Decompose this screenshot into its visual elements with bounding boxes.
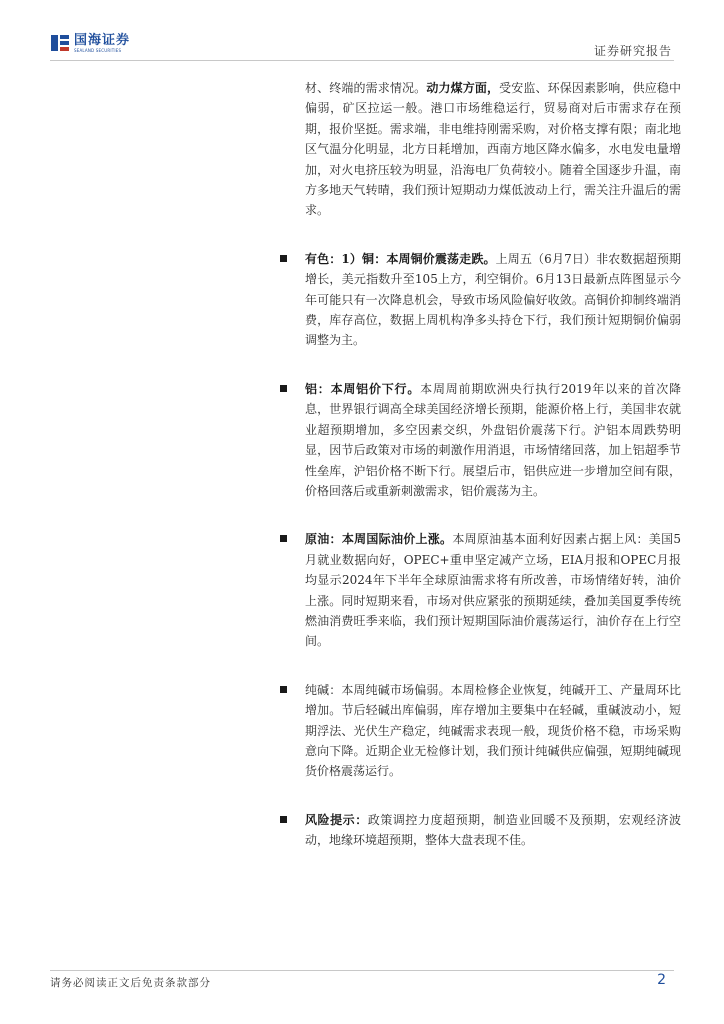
- copper-heading: 有色：1）铜：本周铜价震荡走跌。: [305, 251, 496, 266]
- risk-heading: 风险提示：: [305, 812, 368, 827]
- report-type-label: 证券研究报告: [593, 44, 672, 58]
- coal-body-text: 受安监、环保因素影响，供应稳中偏弱，矿区拉运一般。港口市场维稳运行，贸易商对后市需求存在预期，报价坚挺。需求端，非电维持刚需采购，对价格支撑有限；南北地区气温分化明显，北方日耗增加，西南方地区降水偏多，水电发电量增加，对火电挤压较为明显，沿海电厂负荷较小。随着全国逐步升温，南方多地天气转晴，我们预计短期动力煤低波动上行，需关注升温后的需求。: [305, 81, 681, 218]
- logo-mark-icon: [50, 33, 70, 53]
- square-bullet-icon: [280, 535, 287, 542]
- square-bullet-icon: [280, 686, 287, 693]
- aluminum-heading: 铝：本周铝价下行。: [305, 381, 421, 396]
- crude-oil-heading: 原油：本周国际油价上涨。: [305, 532, 453, 547]
- copper-paragraph: [305, 249, 681, 351]
- page-number: 2: [657, 972, 666, 988]
- soda-ash-paragraph: [305, 680, 681, 782]
- soda-ash-body-text: 纯碱：本周纯碱市场偏弱。本周检修企业恢复，纯碱开工、产量周环比增加。节后轻碱出库偏弱，库存增加主要集中在轻碱，重碱波动小，短期浮法、光伏生产稳定，纯碱需求表现一般，现货价格不稳，市场采购意向下降。近期企业无检修计划，我们预计纯碱供应偏强，短期纯碱现货价格震荡运行。: [305, 682, 681, 779]
- aluminum-paragraph: [305, 379, 681, 501]
- crude-oil-body-text: 本周原油基本面利好因素占据上风：美国5月就业数据向好，OPEC+重申坚定减产立场，EIA月报和OPEC月报均显示2024年下半年全球原油需求将有所改善，市场情绪好转，油价上涨。同时短期来看，市场对供应紧张的预期延续，叠加美国夏季传统燃油消费旺季来临，我们预计短期国际油价震荡运行，油价存在上行空间。: [305, 532, 681, 649]
- coal-paragraph: [305, 78, 681, 221]
- crude-oil-paragraph: [305, 529, 681, 651]
- coal-intro-text: 材、终端的需求情况。: [305, 81, 427, 95]
- footer-divider: [50, 970, 674, 971]
- square-bullet-icon: [280, 255, 287, 262]
- risk-paragraph: [305, 810, 681, 851]
- company-logo: [50, 30, 130, 56]
- logo-name-en: SEALAND SECURITIES: [74, 47, 122, 53]
- coal-heading: 动力煤方面，: [426, 81, 500, 95]
- report-body: [305, 78, 681, 879]
- disclaimer-notice: 请务必阅读正文后免责条款部分: [50, 977, 211, 989]
- risk-body-text: 政策调控力度超预期，制造业回暖不及预期，宏观经济波动，地缘环境超预期，整体大盘表现不佳。: [305, 812, 681, 848]
- copper-body-text: 上周五（6月7日）非农数据超预期增长，美元指数升至105上方，利空铜价。6月13日最新点阵图显示今年可能只有一次降息机会，导致市场风险偏好收敛。高铜价抑制终端消费，库存高位，数据上周机构净多头持仓下行，我们预计短期铜价偏弱调整为主。: [305, 251, 681, 348]
- square-bullet-icon: [280, 385, 287, 392]
- header-divider: [50, 60, 674, 61]
- square-bullet-icon: [280, 816, 287, 823]
- aluminum-body-text: 本周周前期欧洲央行执行2019年以来的首次降息，世界银行调高全球美国经济增长预期，能源价格上行，美国非农就业超预期增加，多空因素交织，外盘铝价震荡下行。沪铝本周跌势明显，因节后政策对市场的刺激作用消退，市场情绪回落，加上铝超季节性垒库，沪铝价格不断下行。展望后市，铝供应进一步增加空间有限，价格回落后或重新刺激需求，铝价震荡为主。: [305, 381, 681, 498]
- logo-name-cn: 国海证券: [74, 32, 131, 48]
